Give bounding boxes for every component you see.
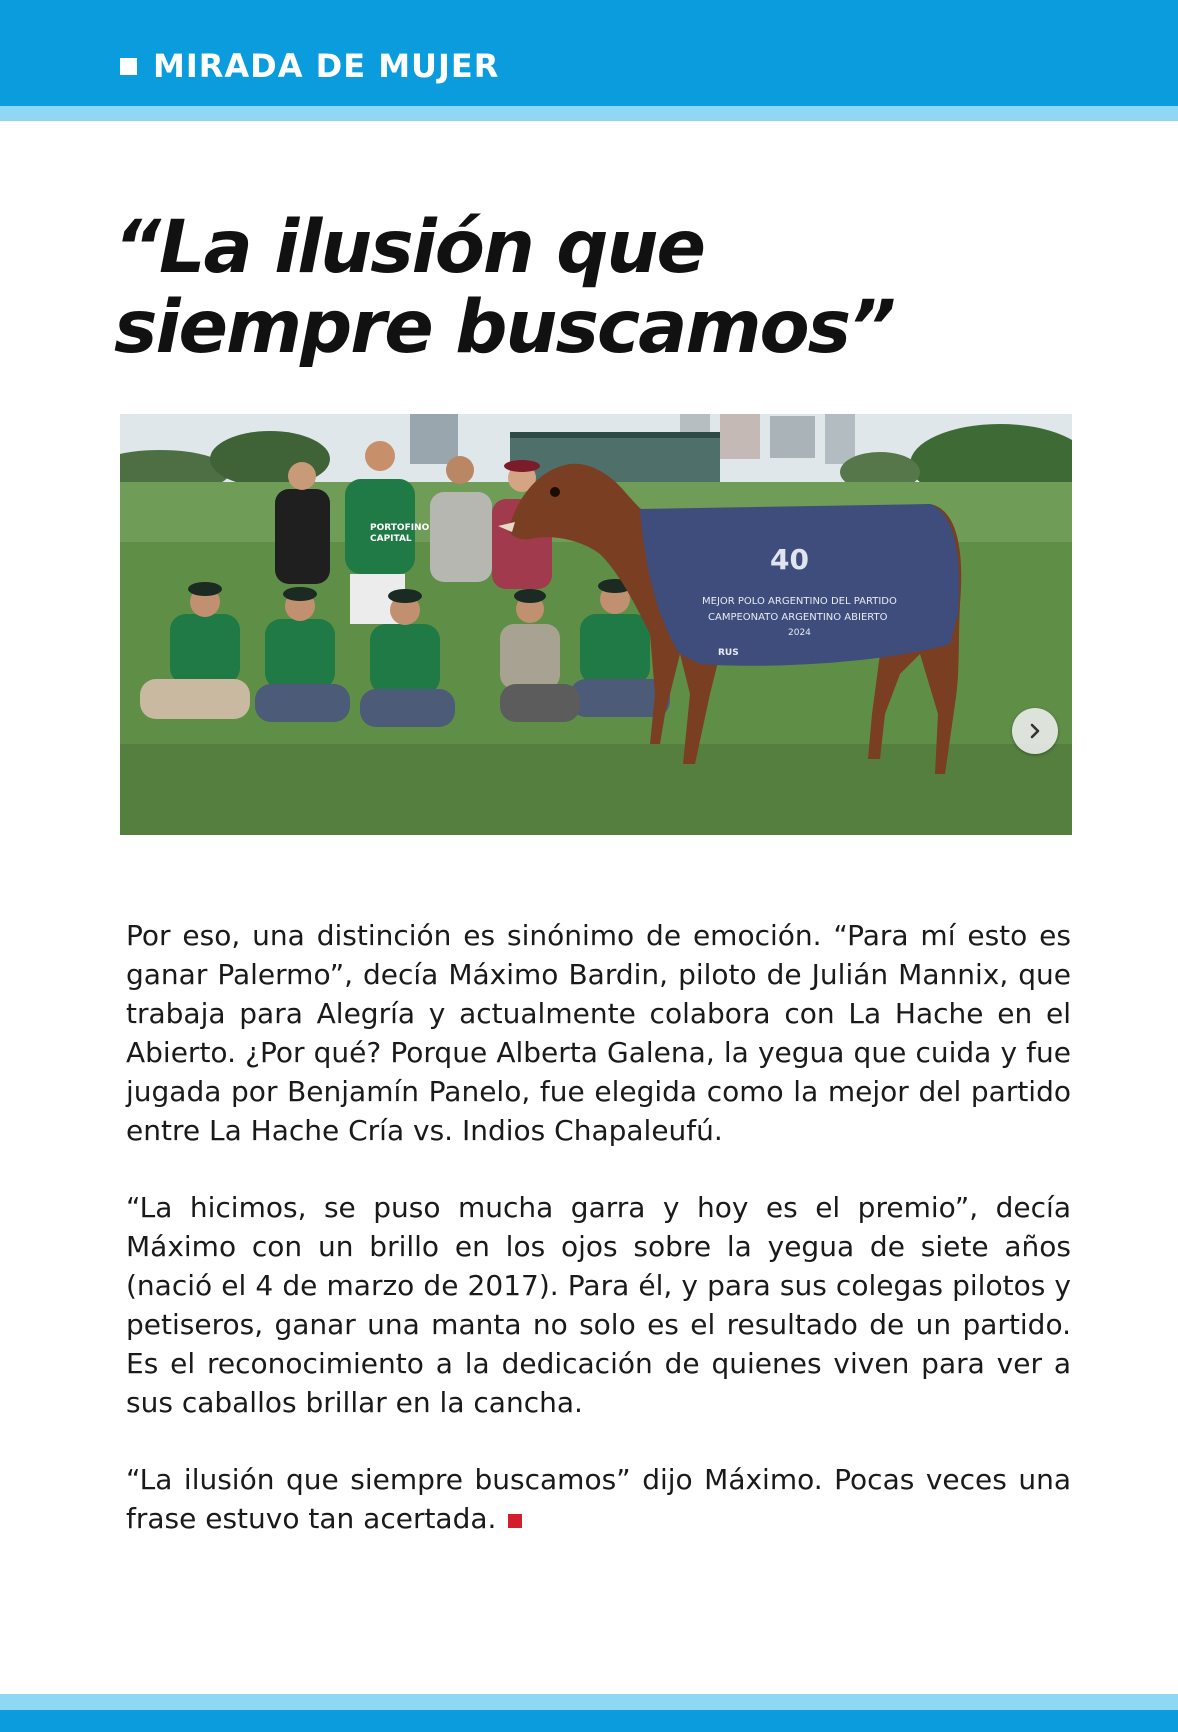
blanket-logo: 40 <box>770 543 809 576</box>
footer-stripe <box>0 1694 1178 1710</box>
photo-illustration <box>120 414 1072 835</box>
paragraph-1: Por eso, una distinción es sinónimo de emoción. “Para mí esto es ganar Palermo”, decía Máximo Bardin, piloto de Julián Mannix, que trabaja para Alegría y actualmente colabora con La Hache en el Abierto. ¿Por qué? Porque Alberta Galena, la yegua que cuida y fue jugada por Benjamín Panelo, fue elegida como la mejor del partido entre La Hache Cría vs. Indios Chapaleufú. <box>126 919 1071 1147</box>
blanket-brand: RUS <box>718 648 739 658</box>
paragraph-2: “La hicimos, se puso mucha garra y hoy es el premio”, decía Máximo con un brillo en los ojos sobre la yegua de siete años (nació el 4 de marzo de 2017). Para él, y para sus colegas pilotos y petiseros, ganar una manta no solo es el resultado de un partido. Es el reconocimiento a la dedicación de quienes viven para ver a sus caballos brillar en la cancha. <box>126 1191 1071 1419</box>
article-body <box>126 916 1071 1538</box>
headline-line-1: “La ilusión que <box>114 205 704 290</box>
shirt-sponsor-line-2: CAPITAL <box>370 534 412 544</box>
headline-line-2: siempre buscamos” <box>114 285 895 370</box>
horse-blanket <box>640 504 959 666</box>
paragraph-3 <box>126 1460 1071 1538</box>
section-label-text: MIRADA DE MUJER <box>153 47 500 85</box>
section-square-icon <box>120 58 137 75</box>
footer-bar <box>0 1710 1178 1732</box>
section-label <box>120 47 499 85</box>
paragraph-3-text: “La ilusión que siempre buscamos” dijo Máximo. Pocas veces una frase estuvo tan acertada. <box>126 1463 1071 1535</box>
next-image-button[interactable] <box>1012 708 1058 754</box>
end-of-article-mark <box>508 1514 522 1528</box>
headline <box>114 205 1114 370</box>
blanket-line-1: MEJOR POLO ARGENTINO DEL PARTIDO <box>702 596 897 607</box>
shirt-sponsor-line-1: PORTOFINO <box>370 523 430 533</box>
header-stripe <box>0 106 1178 121</box>
blanket-line-2: CAMPEONATO ARGENTINO ABIERTO <box>708 612 888 623</box>
chevron-right-icon <box>1026 722 1044 740</box>
blanket-year: 2024 <box>788 628 811 638</box>
article-photo <box>120 414 1072 835</box>
